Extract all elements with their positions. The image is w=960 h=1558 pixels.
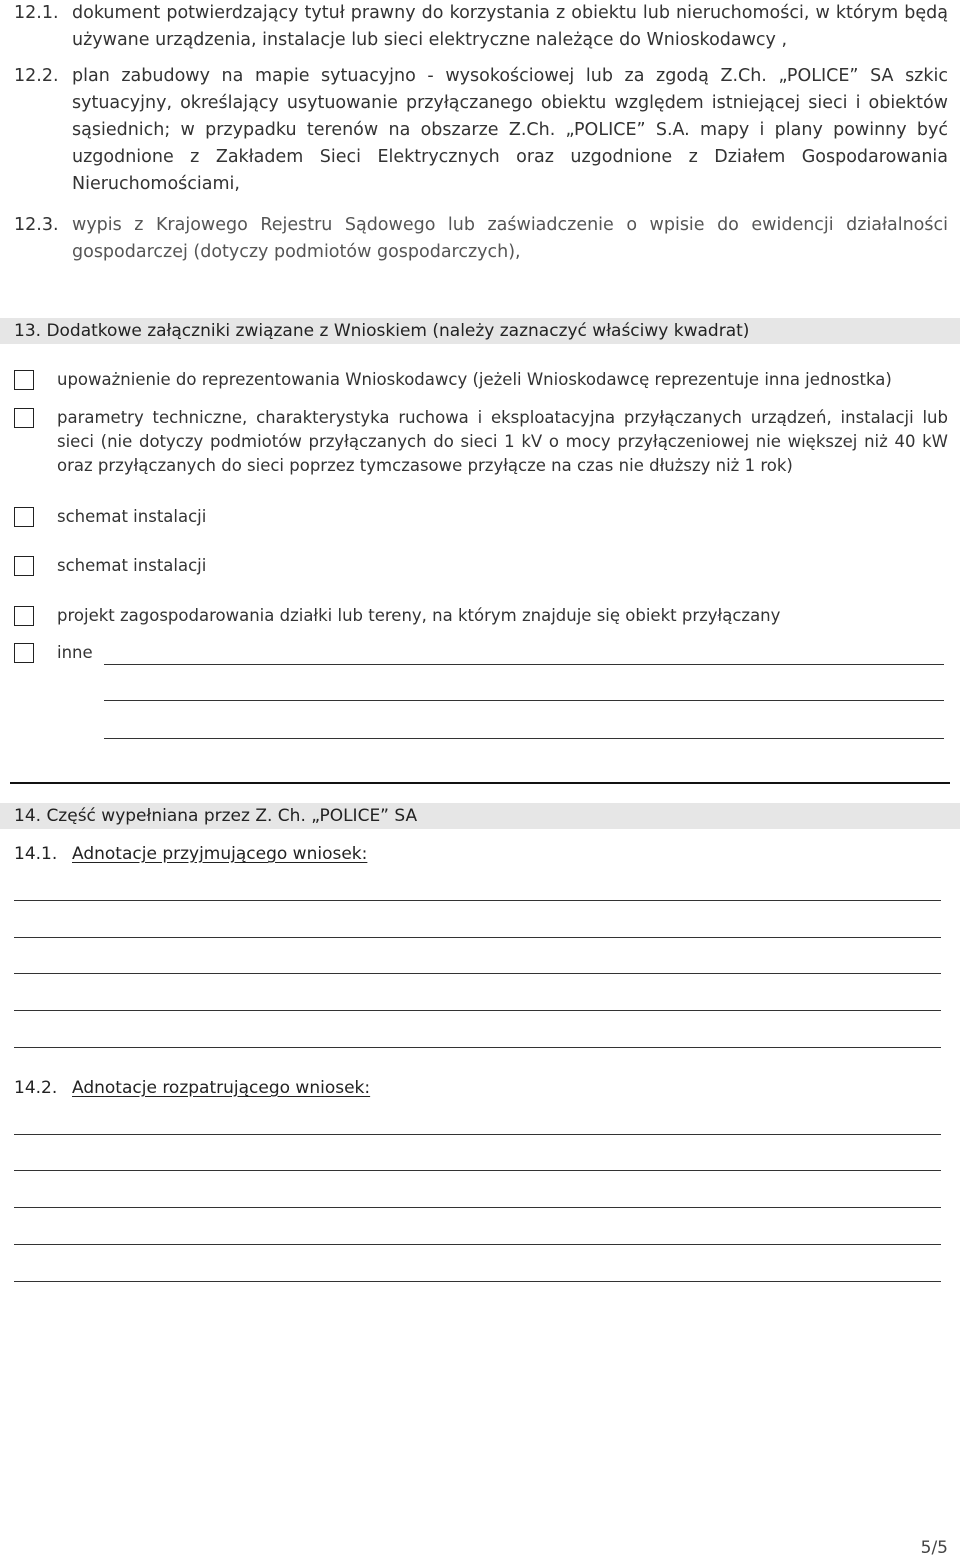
option-technical-parameters[interactable] [14, 406, 948, 478]
option-installation-scheme-1[interactable] [14, 505, 948, 529]
section-13-title: 13. Dodatkowe załączniki związane z Wnioskiem (należy zaznaczyć właściwy kwadrat) [14, 321, 750, 341]
section-13-header [0, 318, 960, 344]
subsection-14-2 [14, 1076, 370, 1100]
section-14-title: 14. Część wypełniana przez Z. Ch. „POLICE” SA [14, 806, 418, 826]
section-divider [10, 782, 950, 784]
subsection-number: 14.2. [14, 1078, 58, 1098]
other-write-line[interactable] [104, 700, 944, 701]
option-label: parametry techniczne, charakterystyka ruchowa i eksploatacyjna przyłączanych urządzeń, instalacji lub sieci (nie dotyczy podmiotów przyłączanych do sieci 1 kV o mocy przyłączeniowej nie większej niż 40 kW oraz przyłączanych do sieci poprzez tymczasowe przyłącze na czas nie dłuższy niż 1 rok) [57, 408, 948, 475]
item-12-3 [14, 212, 948, 266]
option-label: inne [57, 643, 93, 662]
option-label: schemat instalacji [57, 556, 207, 575]
item-text: plan zabudowy na mapie sytuacyjno - wysokościowej lub za zgodą Z.Ch. „POLICE” SA szkic sytuacyjny, określający usytuowanie przyłączanego obiektu względem istniejącej sieci i obiektów sąsiednich; w przypadku terenów na obszarze Z.Ch. „POLICE” S.A. mapy i plany powinny być uzgodnione z Zakładem Sieci Elektrycznych oraz uzgodnione z Działem Gospodarowania Nieruchomościami, [72, 66, 948, 194]
annotation-line[interactable] [14, 1047, 941, 1048]
annotation-line[interactable] [14, 1281, 941, 1282]
annotation-line[interactable] [14, 1244, 941, 1245]
annotation-line[interactable] [14, 937, 941, 938]
subsection-number: 14.1. [14, 844, 58, 864]
annotation-line[interactable] [14, 1134, 941, 1135]
annotation-line[interactable] [14, 1010, 941, 1011]
subsection-title: Adnotacje przyjmującego wniosek: [72, 844, 368, 864]
checkbox[interactable] [14, 408, 34, 428]
checkbox[interactable] [14, 643, 34, 663]
section-14-header [0, 803, 960, 829]
item-12-2 [14, 63, 948, 198]
item-number: 12.2. [14, 66, 59, 86]
option-label: projekt zagospodarowania działki lub tereny, na którym znajduje się obiekt przyłączany [57, 606, 781, 625]
page-number: 5/5 [920, 1538, 948, 1558]
annotation-line[interactable] [14, 1207, 941, 1208]
item-text: dokument potwierdzający tytuł prawny do korzystania z obiektu lub nieruchomości, w którym będą używane urządzenia, instalacje lub sieci elektryczne należące do Wnioskodawcy , [72, 3, 948, 50]
subsection-14-1 [14, 842, 367, 866]
annotation-line[interactable] [14, 1170, 941, 1171]
checkbox[interactable] [14, 507, 34, 527]
other-write-line[interactable] [104, 738, 944, 739]
option-authorization[interactable] [14, 368, 948, 392]
item-number: 12.3. [14, 215, 59, 235]
checkbox[interactable] [14, 370, 34, 390]
item-12-1 [14, 0, 948, 54]
annotation-line[interactable] [14, 973, 941, 974]
option-label: schemat instalacji [57, 507, 207, 526]
subsection-title: Adnotacje rozpatrującego wniosek: [72, 1078, 371, 1098]
checkbox[interactable] [14, 556, 34, 576]
item-number: 12.1. [14, 3, 59, 23]
checkbox[interactable] [14, 606, 34, 626]
option-label: upoważnienie do reprezentowania Wnioskodawcy (jeżeli Wnioskodawcę reprezentuje inna jednostka) [57, 370, 892, 389]
option-other[interactable] [14, 641, 948, 665]
option-site-plan[interactable] [14, 604, 948, 628]
annotation-line[interactable] [14, 900, 941, 901]
option-installation-scheme-2[interactable] [14, 554, 948, 578]
item-text: wypis z Krajowego Rejestru Sądowego lub zaświadczenie o wpisie do ewidencji działalności gospodarczej (dotyczy podmiotów gospodarczych), [72, 215, 948, 262]
other-write-line[interactable] [104, 664, 944, 665]
